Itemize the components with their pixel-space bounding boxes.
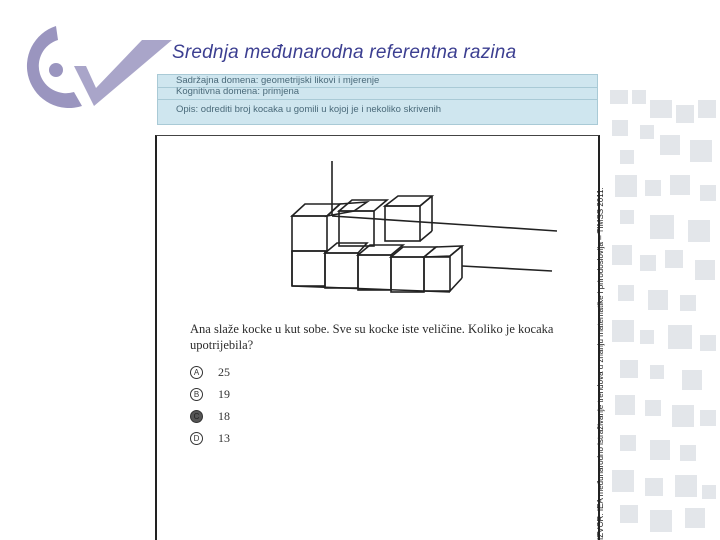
answer-option-c[interactable] [190, 410, 290, 426]
option-a-value: 25 [218, 365, 230, 379]
divider [158, 99, 597, 100]
answer-option-b[interactable] [190, 388, 290, 404]
source-note: IZVOR: IEA međunarodno istraživanje trendova u znanju matematike i prirodoslovlja – TIMSS 2011. [596, 187, 605, 540]
answer-option-d[interactable] [190, 432, 290, 448]
option-b-value: 19 [218, 387, 230, 401]
option-c-circle-selected[interactable]: C [190, 410, 203, 423]
cube-stack-figure [217, 156, 557, 316]
content-domain-text: Sadržajna domena: geometrijski likovi i mjerenje [176, 75, 380, 86]
option-c-value: 18 [218, 409, 230, 423]
option-d-value: 13 [218, 431, 230, 445]
answer-option-a[interactable] [190, 366, 290, 382]
option-b-circle[interactable]: B [190, 388, 203, 401]
cognitive-domain-text: Kognitivna domena: primjena [176, 86, 300, 97]
option-a-circle[interactable]: A [190, 366, 203, 379]
option-d-circle[interactable]: D [190, 432, 203, 445]
page-title: Srednja međunarodna referentna razina [172, 42, 517, 63]
question-scan [155, 135, 600, 540]
question-text: Ana slaže kocke u kut sobe. Sve su kocke iste veličine. Koliko je kocaka upotrijebila? [190, 322, 554, 352]
description-text: Opis: odrediti broj kocaka u gomili u kojoj je i nekoliko skrivenih [176, 104, 442, 115]
info-box [157, 74, 598, 125]
